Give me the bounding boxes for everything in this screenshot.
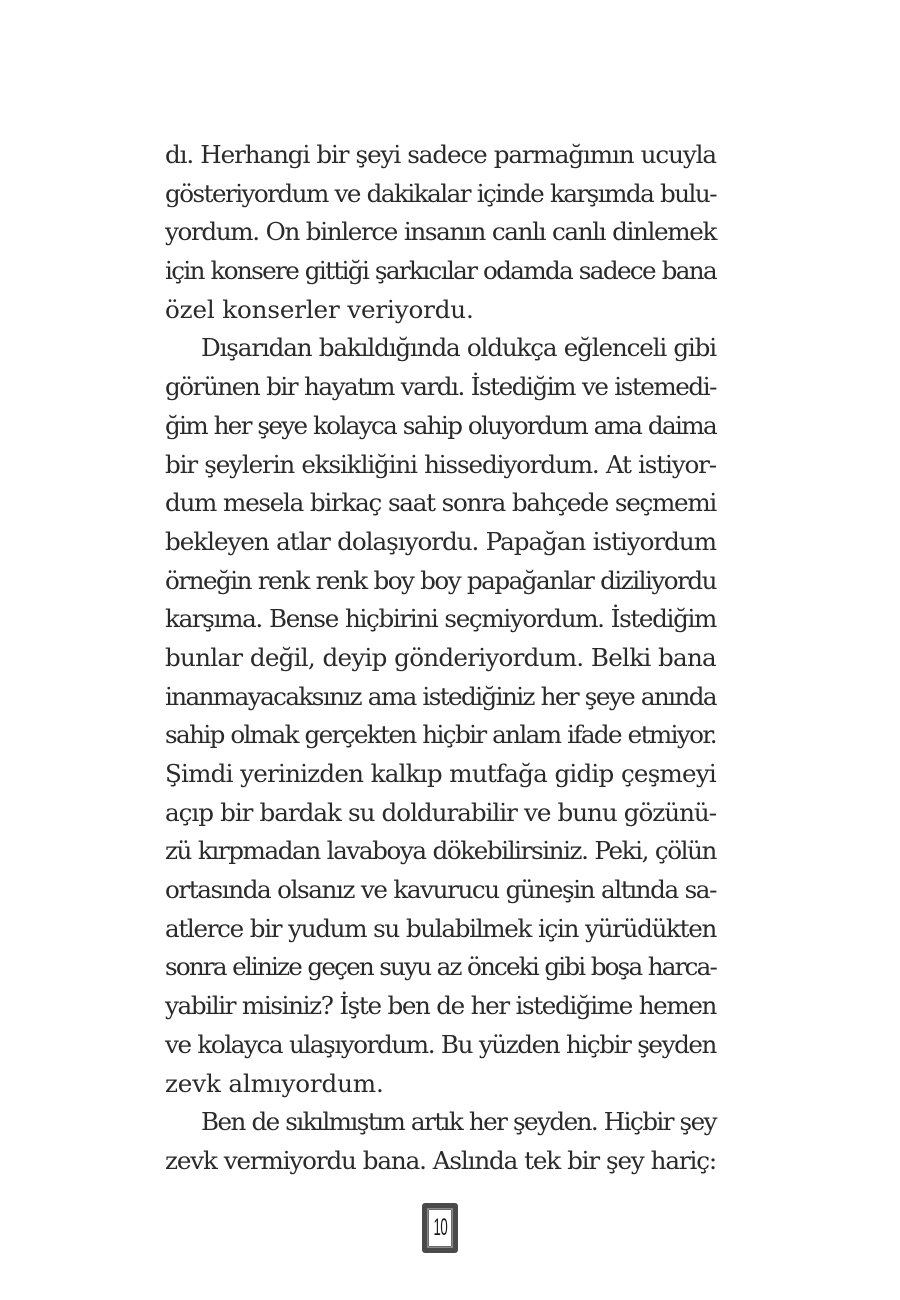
text-line: bekleyen atlar dolaşıyordu. Papağan istiyordum <box>165 526 716 556</box>
text-line: sonra elinize geçen suyu az önceki gibi boşa harca- <box>165 952 716 982</box>
paragraph <box>165 329 716 1103</box>
text-line: bir şeylerin eksikliğini hissediyordum. At istiyor- <box>165 449 716 479</box>
text-line: ğim her şeye kolayca sahip oluyordum ama daima <box>165 410 716 440</box>
text-line: gösteriyordum ve dakikalar içinde karşımda bulu- <box>165 178 716 208</box>
text-line: dı. Herhangi bir şeyi sadece parmağımın ucuyla <box>165 140 716 169</box>
text-line: dum mesela birkaç saat sonra bahçede seçmemi <box>165 488 716 518</box>
text-line: örneğin renk renk boy boy papağanlar diziliyordu <box>165 565 716 595</box>
text-line: Dışarıdan bakıldığında oldukça eğlenceli gibi <box>201 333 716 363</box>
page-number: 10 <box>433 1214 447 1241</box>
text-line: ortasında olsanız ve kavurucu güneşin altında sa- <box>165 875 716 905</box>
text-line: inanmayacaksınız ama istediğiniz her şeye anında <box>165 681 716 711</box>
text-line: açıp bir bardak su doldurabilir ve bunu gözünü- <box>165 797 716 827</box>
text-line: Ben de sıkılmıştım artık her şeyden. Hiçbir şey <box>201 1107 716 1137</box>
text-line: zevk almıyordum. <box>165 1068 384 1098</box>
paragraph <box>165 136 716 329</box>
text-line: yabilir misiniz? İşte ben de her istediğime hemen <box>165 991 716 1021</box>
text-line: özel konserler veriyordu. <box>165 294 474 324</box>
page-number-frame <box>422 1203 458 1253</box>
text-line: ve kolayca ulaşıyordum. Bu yüzden hiçbir şeyden <box>165 1029 716 1059</box>
text-line: görünen bir hayatım vardı. İstediğim ve istemedi- <box>165 372 716 402</box>
paragraph <box>165 1103 716 1180</box>
text-line: zevk vermiyordu bana. Aslında tek bir şey hariç: <box>165 1145 716 1175</box>
text-line: atlerce bir yudum su bulabilmek için yürüdükten <box>165 913 716 943</box>
text-line: karşıma. Bense hiçbirini seçmiyordum. İstediğim <box>165 604 716 634</box>
text-line: sahip olmak gerçekten hiçbir anlam ifade etmiyor. <box>165 720 716 750</box>
text-line: için konsere gittiği şarkıcılar odamda sadece bana <box>165 256 716 286</box>
text-line: yordum. On binlerce insanın canlı canlı dinlemek <box>165 217 716 247</box>
text-line: Şimdi yerinizden kalkıp mutfağa gidip çeşmeyi <box>165 759 716 788</box>
text-line: zü kırpmadan lavaboya dökebilirsiniz. Peki, çölün <box>165 836 716 866</box>
body-text <box>165 136 716 1181</box>
text-line: bunlar değil, deyip gönderiyordum. Belki bana <box>165 642 716 672</box>
